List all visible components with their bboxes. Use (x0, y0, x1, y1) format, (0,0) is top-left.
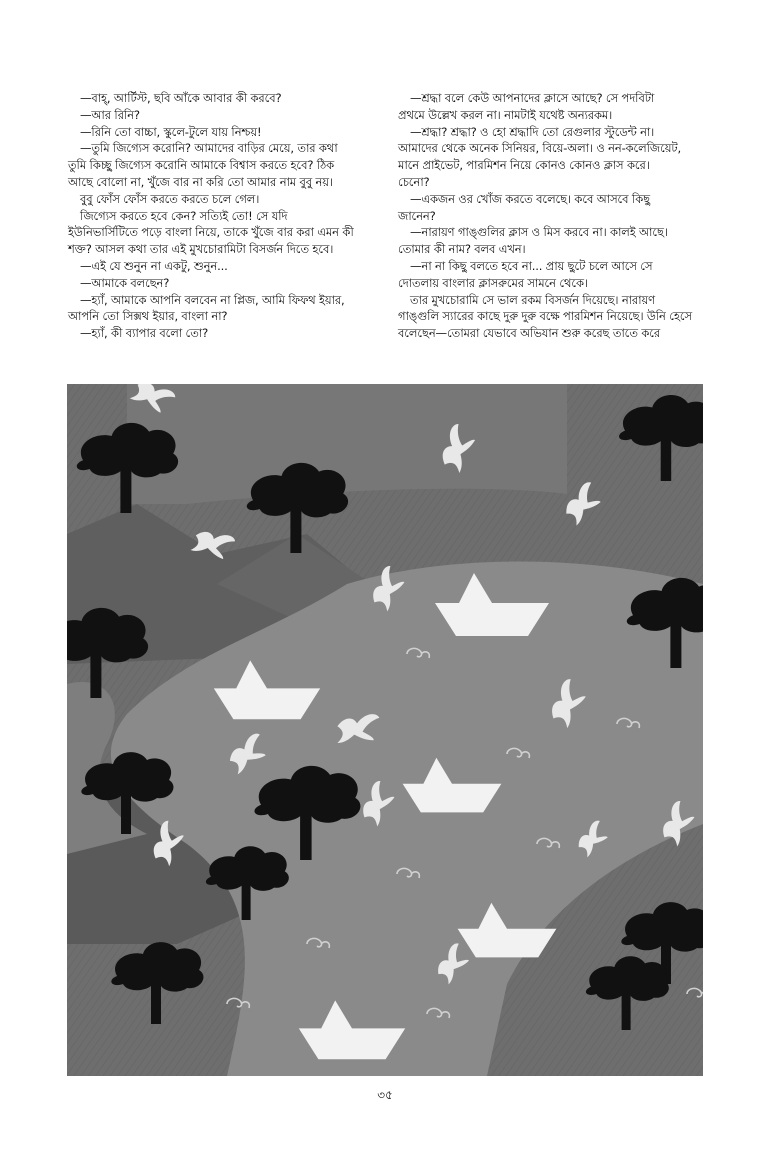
text-line: প্রথমে উল্লেখ করল না। নামটাই যথেষ্ট অন্যরকম। (398, 107, 613, 122)
text-line: আছে বোলো না, খুঁজে বার না করি তো আমার নাম বুবু নয়। (68, 174, 333, 189)
text-line: তোমার কী নাম? বলব এখন। (398, 242, 526, 257)
text-line: গাঙ্গুলি স্যারের কাছে দুরু দুরু বক্ষে পারমিশন নিয়েছে। উনি হেসে (398, 309, 692, 324)
text-line: —নারায়ণ গাঙ্গুলির ক্লাস ও মিস করবে না। কালই আছে। (410, 225, 668, 240)
text-line: চেনো? (398, 174, 430, 189)
text-line: —না না কিছু বলতে হবে না... প্রায় ছুটে চলে আসে সে (410, 258, 653, 273)
text-line: বুবু ফোঁস ফোঁস করতে করতে চলে গেল। (80, 191, 260, 206)
text-column-right (398, 90, 703, 342)
page-number: ৩৫ (377, 1088, 393, 1102)
text-line: শক্ত? আসল কথা তার এই মুখচোরামিটা বিসর্জন দিতে হবে। (68, 242, 334, 257)
text-line: দোতলায় বাংলার ক্লাসরুমের সামনে থেকে। (398, 275, 588, 290)
text-line: —আর রিনি? (80, 107, 140, 122)
text-line: —একজন ওর খোঁজ করতে বলেছে। কবে আসবে কিছু (410, 191, 650, 206)
text-line: ইউনিভার্সিটিতে পড়ে বাংলা নিয়ে, তাকে খুঁজে বার করা এমন কী (68, 225, 354, 240)
text-line: আমাদের থেকে অনেক সিনিয়র, বিয়ে-অলা। ও নন-কলেজিয়েট, (398, 141, 681, 156)
stone-wall (127, 384, 567, 504)
text-line: আপনি তো সিক্সথ ইয়ার, বাংলা না? (68, 309, 228, 324)
illustration-canvas (67, 384, 703, 1076)
text-line: —শ্রদ্ধা বলে কেউ আপনাদের ক্লাসে আছে? সে পদবিটা (410, 91, 655, 105)
text-line: মানে প্রাইভেট, পারমিশন নিয়ে কোনও কোনও ক্লাস করে। (398, 158, 650, 173)
illustration (67, 384, 703, 1076)
text-line: —রিনি তো বাচ্চা, স্কুলে-টুলে যায় নিশ্চয়! (80, 124, 262, 139)
text-column-left (68, 90, 386, 342)
text-line: —এই যে শুনুন না একটু, শুনুন... (80, 258, 228, 273)
text-line: —তুমি জিগ্যেস করোনি? আমাদের বাড়ির মেয়ে, তার কথা (80, 141, 338, 156)
text-line: জানেন? (398, 208, 436, 223)
text-line: —শ্রদ্ধা? শ্রদ্ধা? ও হো শ্রদ্ধাদি তো রেগুলার স্টুডেন্ট না। (410, 124, 655, 139)
text-line: —হ্যাঁ, আমাকে আপনি বলবেন না প্লিজ, আমি ফিফথ ইয়ার, (80, 292, 345, 307)
text-line: বলেছেন—তোমরা যেভাবে অভিযান শুরু করেছ তাতে করে (398, 326, 661, 341)
text-line: তার মুখচোরামি সে ভাল রকম বিসর্জন দিয়েছে। নারায়ণ (410, 292, 655, 307)
text-line: —বাহ্, আর্টিস্ট, ছবি আঁকে আবার কী করবে? (80, 91, 282, 105)
text-line: —হ্যাঁ, কী ব্যাপার বলো তো? (80, 326, 209, 341)
text-line: তুমি কিচ্ছু জিগ্যেস করোনি আমাকে বিশ্বাস করতে হবে? ঠিক (68, 158, 334, 173)
text-line: জিগ্যেস করতে হবে কেন? সত্যিই তো! সে যদি (80, 208, 288, 223)
text-line: —আমাকে বলছেন? (80, 275, 170, 290)
